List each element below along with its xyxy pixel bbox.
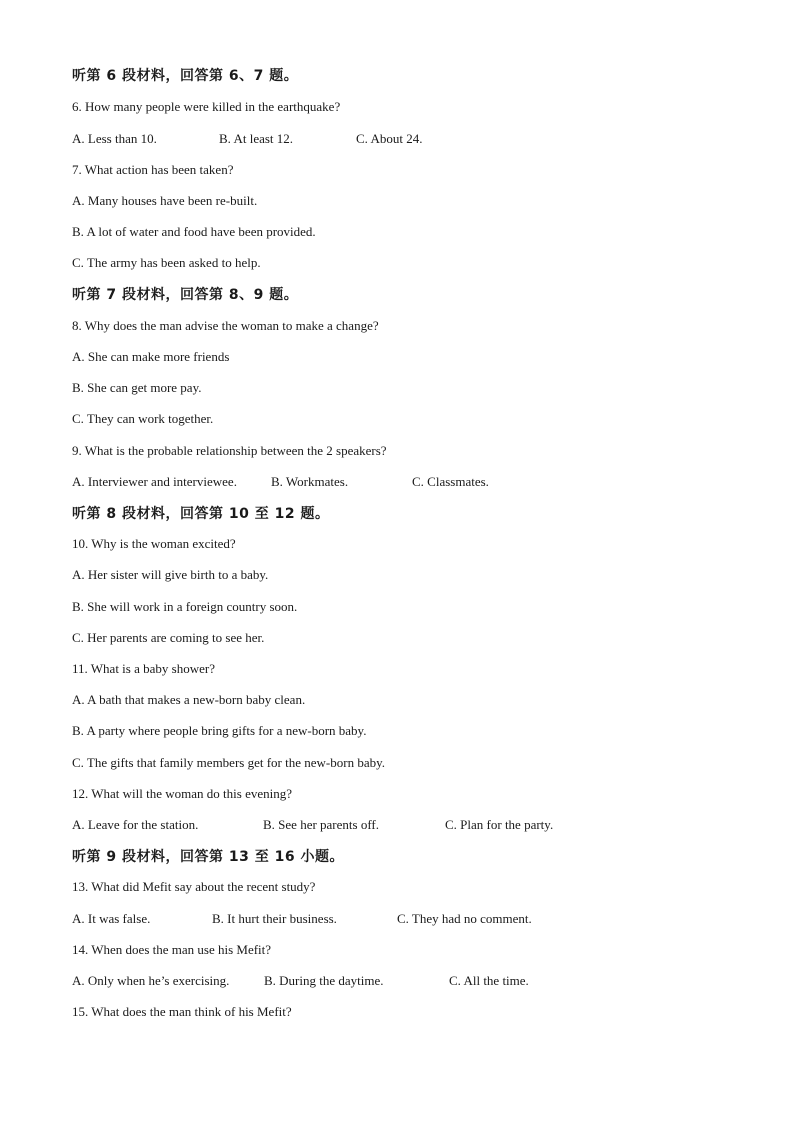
question-text: 7. What action has been taken? (72, 162, 234, 177)
option-row (72, 817, 722, 833)
option-c: C. Plan for the party. (445, 817, 554, 832)
option-b: B. A party where people bring gifts for a new-born baby. (72, 723, 367, 738)
section-heading: 听第 9 段材料，回答第 13 至 16 小题。 (72, 849, 344, 865)
section-heading: 听第 8 段材料，回答第 10 至 12 题。 (72, 506, 330, 522)
option-c: C. The gifts that family members get for the new-born baby. (72, 755, 386, 770)
option-c: C. Her parents are coming to see her. (72, 630, 265, 645)
option-a: A. Leave for the station. (72, 817, 199, 832)
option-c: C. The army has been asked to help. (72, 255, 261, 270)
option-c: C. They can work together. (72, 411, 214, 426)
option-b: B. She can get more pay. (72, 380, 202, 395)
option-row (72, 973, 722, 989)
option-a: A. It was false. (72, 911, 151, 926)
option-b: B. It hurt their business. (212, 911, 337, 926)
section-heading: 听第 7 段材料，回答第 8、9 题。 (72, 287, 299, 303)
option-c: C. About 24. (356, 131, 423, 146)
option-a: A. Many houses have been re-built. (72, 193, 258, 208)
option-a: A. She can make more friends (72, 349, 230, 364)
question-text: 12. What will the woman do this evening? (72, 786, 292, 801)
question-text: 6. How many people were killed in the earthquake? (72, 99, 341, 114)
option-a: A. Less than 10. (72, 131, 157, 146)
section-heading: 听第 6 段材料，回答第 6、7 题。 (72, 68, 299, 84)
option-c: C. They had no comment. (397, 911, 532, 926)
option-a: A. Interviewer and interviewee. (72, 474, 237, 489)
option-b: B. At least 12. (219, 131, 294, 146)
question-text: 11. What is a baby shower? (72, 661, 215, 676)
question-text: 8. Why does the man advise the woman to make a change? (72, 318, 379, 333)
question-text: 10. Why is the woman excited? (72, 536, 236, 551)
option-a: A. A bath that makes a new-born baby clean. (72, 692, 306, 707)
option-b: B. Workmates. (271, 474, 349, 489)
question-text: 13. What did Mefit say about the recent study? (72, 879, 316, 894)
question-text: 14. When does the man use his Mefit? (72, 942, 272, 957)
option-row (72, 911, 722, 927)
option-a: A. Her sister will give birth to a baby. (72, 567, 269, 582)
option-b: B. A lot of water and food have been provided. (72, 224, 316, 239)
option-b: B. During the daytime. (264, 973, 384, 988)
option-row (72, 131, 722, 147)
option-a: A. Only when he’s exercising. (72, 973, 230, 988)
option-b: B. She will work in a foreign country soon. (72, 599, 298, 614)
option-row (72, 474, 722, 490)
question-text: 15. What does the man think of his Mefit? (72, 1004, 292, 1019)
option-b: B. See her parents off. (263, 817, 380, 832)
option-c: C. All the time. (449, 973, 529, 988)
option-c: C. Classmates. (412, 474, 489, 489)
question-text: 9. What is the probable relationship between the 2 speakers? (72, 443, 387, 458)
